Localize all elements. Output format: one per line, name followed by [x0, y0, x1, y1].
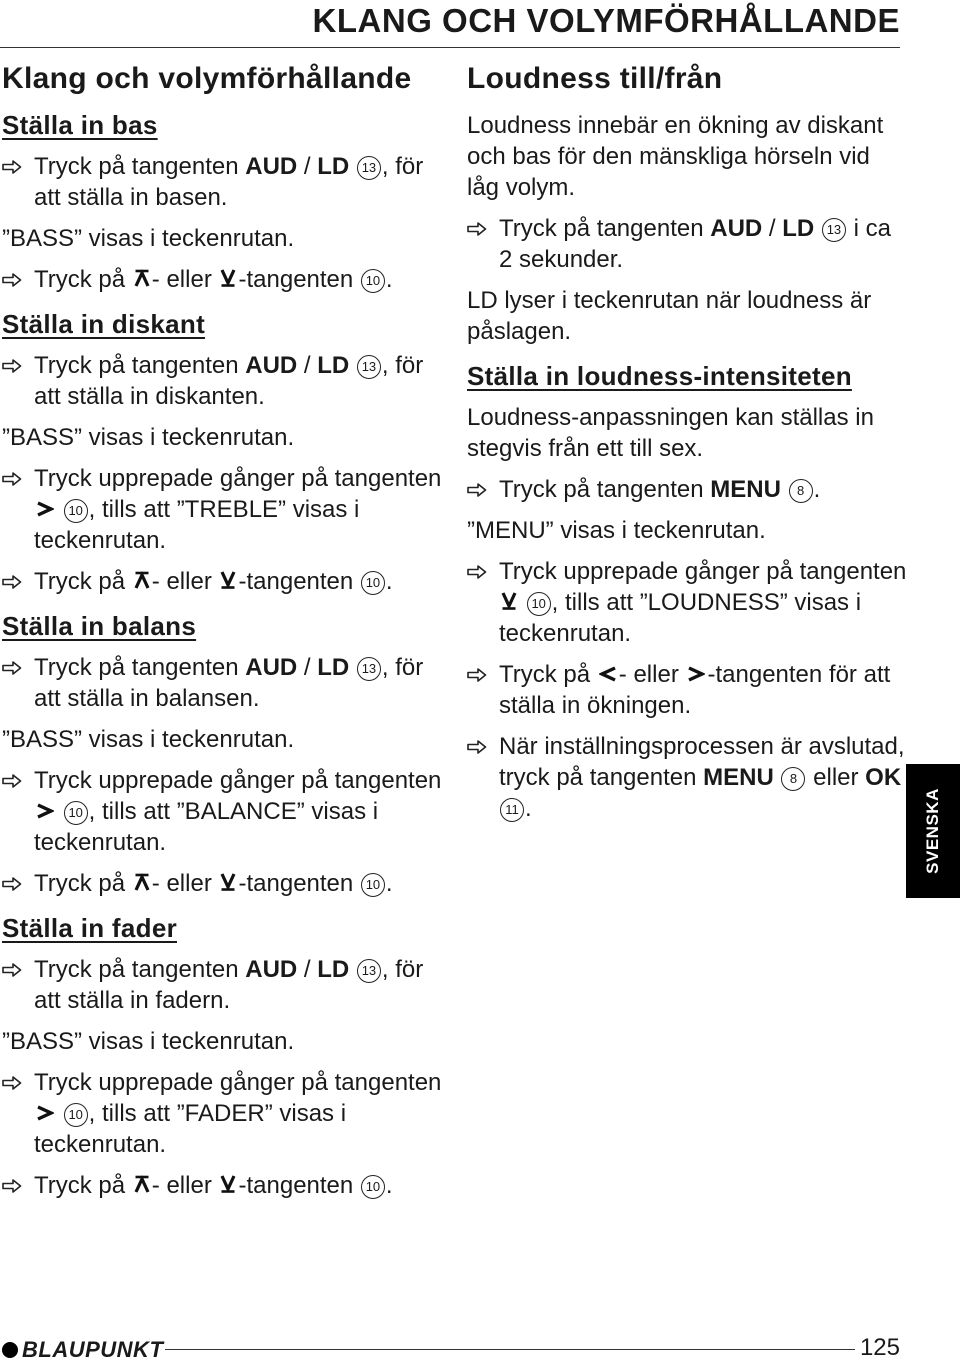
brand-name: BLAUPUNKT — [22, 1337, 164, 1362]
step-balans-1: Tryck på tangenten AUD / LD 13 , för att ställa in balansen. — [2, 652, 447, 714]
arrow-bullet-icon — [467, 668, 487, 682]
down-key-icon — [220, 1174, 236, 1194]
step-intensity-3: Tryck på - eller -tangenten för att ställa in ökningen. — [467, 659, 907, 721]
arrow-bullet-icon — [2, 1179, 22, 1193]
header-divider — [0, 47, 900, 48]
right-key-icon — [36, 802, 54, 820]
arrow-bullet-icon — [2, 661, 22, 675]
arrow-bullet-icon — [467, 740, 487, 754]
step-balans-3: Tryck på - eller -tangenten 10 . — [2, 868, 447, 899]
footer-divider — [165, 1349, 855, 1350]
info-text: ”BASS” visas i teckenrutan. — [2, 225, 295, 252]
page-header-title: KLANG OCH VOLYMFÖRHÅLLANDE — [312, 2, 900, 39]
up-key-icon — [134, 570, 150, 590]
step-intensity-2: Tryck upprepade gånger på tangenten 10 , tills att ”LOUDNESS” visas i teckenrutan. — [467, 556, 907, 649]
info-text: Loudness-anpassningen kan ställas in stegvis från ett till sex. — [467, 404, 874, 462]
language-tab-label: SVENSKA — [923, 788, 942, 874]
left-column — [2, 62, 447, 1211]
arrow-bullet-icon — [2, 273, 22, 287]
brand-logo — [2, 1337, 163, 1363]
down-key-icon — [220, 570, 236, 590]
language-tab — [906, 764, 960, 898]
step-bas-1: Tryck på tangenten AUD / LD 13 , för att ställa in basen. — [2, 151, 447, 213]
arrow-bullet-icon — [2, 160, 22, 174]
key-number-badge: 10 — [64, 1103, 88, 1127]
info-text: Loudness innebär en ökning av diskant och bas för den mänskliga hörseln vid låg volym. — [467, 112, 884, 201]
section-main-title: Klang och volymförhållande — [2, 62, 412, 95]
key-number-badge: 10 — [64, 499, 88, 523]
key-number-badge: 13 — [822, 218, 846, 242]
up-key-icon — [134, 268, 150, 288]
heading-bas: Ställa in bas — [2, 110, 158, 140]
key-number-badge: 10 — [361, 873, 385, 897]
step-intensity-4: När inställningsprocessen är avslutad, tryck på tangenten MENU 8 eller OK 11 . — [467, 731, 907, 824]
step-intensity-1: Tryck på tangenten MENU 8 . — [467, 474, 907, 505]
step-loudness-1: Tryck på tangenten AUD / LD 13 i ca 2 sekunder. — [467, 213, 907, 275]
down-key-icon — [220, 268, 236, 288]
heading-loudness: Loudness till/från — [467, 62, 723, 95]
step-diskant-1: Tryck på tangenten AUD / LD 13 , för att ställa in diskanten. — [2, 350, 447, 412]
arrow-bullet-icon — [2, 359, 22, 373]
page-number: 125 — [859, 1334, 900, 1361]
up-key-icon — [134, 1174, 150, 1194]
right-key-icon — [36, 1104, 54, 1122]
key-number-badge: 10 — [527, 592, 551, 616]
right-column — [467, 62, 907, 834]
info-text: ”BASS” visas i teckenrutan. — [2, 424, 295, 451]
step-fader-1: Tryck på tangenten AUD / LD 13 , för att ställa in fadern. — [2, 954, 447, 1016]
info-text: ”BASS” visas i teckenrutan. — [2, 726, 295, 753]
down-key-icon — [220, 872, 236, 892]
key-number-badge: 13 — [357, 959, 381, 983]
key-number-badge: 8 — [789, 479, 813, 503]
arrow-bullet-icon — [467, 222, 487, 236]
heading-balans: Ställa in balans — [2, 611, 197, 641]
arrow-bullet-icon — [2, 774, 22, 788]
key-number-badge: 13 — [357, 657, 381, 681]
step-fader-3: Tryck på - eller -tangenten 10 . — [2, 1170, 447, 1201]
info-text: ”BASS” visas i teckenrutan. — [2, 1028, 295, 1055]
key-number-badge: 10 — [361, 269, 385, 293]
arrow-bullet-icon — [467, 483, 487, 497]
key-number-badge: 10 — [361, 571, 385, 595]
heading-diskant: Ställa in diskant — [2, 309, 206, 339]
arrow-bullet-icon — [2, 877, 22, 891]
key-number-badge: 13 — [357, 156, 381, 180]
right-key-icon — [687, 665, 705, 683]
heading-fader: Ställa in fader — [2, 913, 177, 943]
step-diskant-2: Tryck upprepade gånger på tangenten 10 , tills att ”TREBLE” visas i teckenrutan. — [2, 463, 447, 556]
down-key-icon — [501, 591, 517, 611]
key-number-badge: 11 — [500, 798, 524, 822]
arrow-bullet-icon — [2, 963, 22, 977]
arrow-bullet-icon — [467, 565, 487, 579]
right-key-icon — [36, 500, 54, 518]
step-bas-2: Tryck på - eller -tangenten 10 . — [2, 264, 447, 295]
arrow-bullet-icon — [2, 1076, 22, 1090]
key-number-badge: 13 — [357, 355, 381, 379]
info-text: ”MENU” visas i teckenrutan. — [467, 517, 766, 544]
up-key-icon — [134, 872, 150, 892]
key-number-badge: 10 — [64, 801, 88, 825]
heading-loudness-intensity: Ställa in loudness-intensiteten — [467, 361, 852, 391]
key-number-badge: 8 — [781, 767, 805, 791]
step-fader-2: Tryck upprepade gånger på tangenten 10 , tills att ”FADER” visas i teckenrutan. — [2, 1067, 447, 1160]
info-text: LD lyser i teckenrutan när loudness är påslagen. — [467, 287, 872, 345]
arrow-bullet-icon — [2, 472, 22, 486]
step-balans-2: Tryck upprepade gånger på tangenten 10 , tills att ”BALANCE” visas i teckenrutan. — [2, 765, 447, 858]
arrow-bullet-icon — [2, 575, 22, 589]
left-key-icon — [599, 665, 617, 683]
step-diskant-3: Tryck på - eller -tangenten 10 . — [2, 566, 447, 597]
logo-dot-icon — [2, 1342, 18, 1358]
key-number-badge: 10 — [361, 1175, 385, 1199]
